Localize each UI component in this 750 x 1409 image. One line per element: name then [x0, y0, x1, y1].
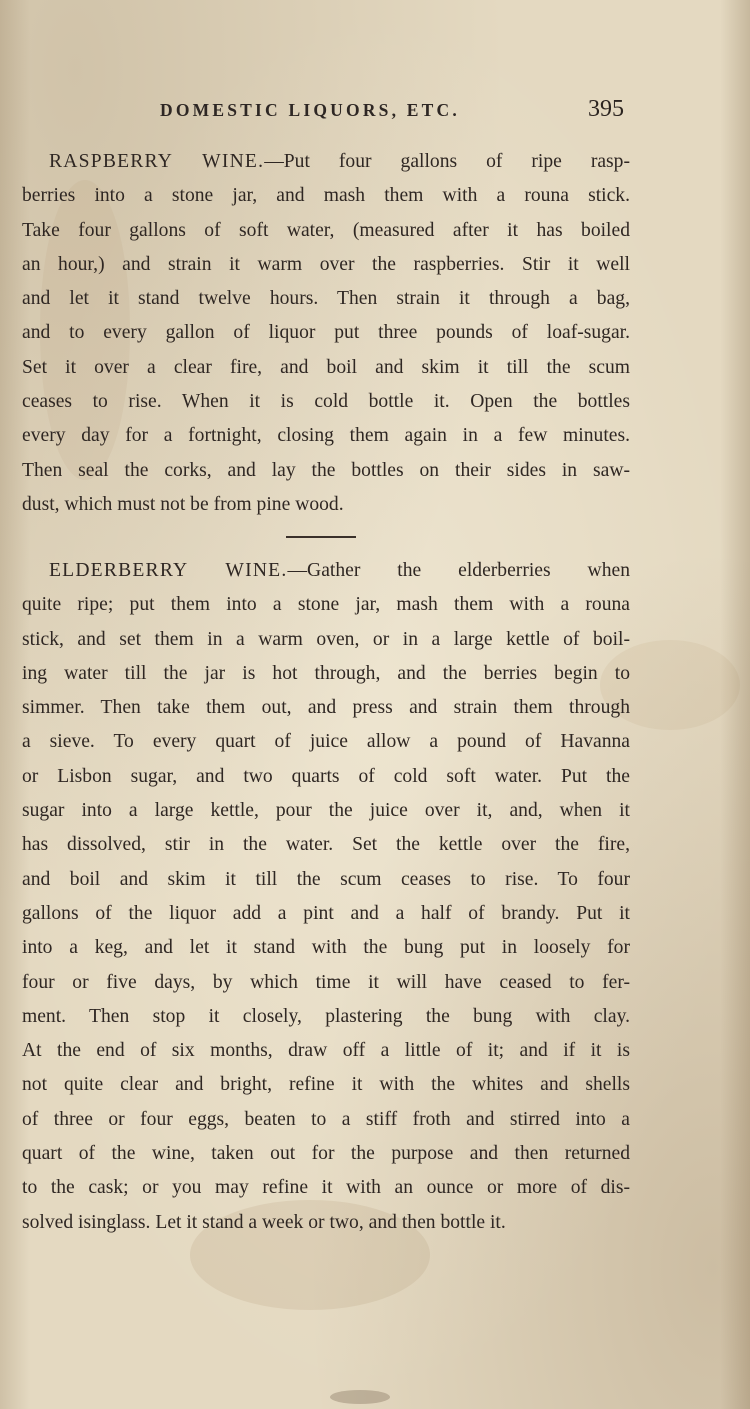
recipe-line: four or five days, by which time it will have ceased to fer-	[22, 971, 630, 993]
page-number: 395	[588, 96, 624, 122]
recipe-line: into a keg, and let it stand with the bung put in loosely for	[22, 937, 630, 959]
recipe-line: of three or four eggs, beaten to a stiff froth and stirred into a	[22, 1108, 630, 1130]
recipe-line: every day for a fortnight, closing them again in a few minutes.	[22, 425, 630, 447]
recipe-line: RASPBERRY WINE.—Put four gallons of ripe rasp-	[49, 151, 630, 172]
recipe-line: quite ripe; put them into a stone jar, mash them with a rouna	[22, 594, 630, 616]
recipe-line: an hour,) and strain it warm over the raspberries. Stir it well	[22, 253, 630, 275]
recipe-heading: RASPBERRY WINE.	[49, 151, 265, 172]
recipe-line: ceases to rise. When it is cold bottle it. Open the bottles	[22, 391, 630, 413]
recipe-line: and boil and skim it till the scum ceases to rise. To four	[22, 868, 630, 890]
page-stain	[330, 1390, 390, 1404]
recipe-line: gallons of the liquor add a pint and a half of brandy. Put it	[22, 902, 630, 924]
recipe-line: has dissolved, stir in the water. Set the kettle over the fire,	[22, 834, 630, 856]
recipe-line: Set it over a clear fire, and boil and skim it till the scum	[22, 356, 630, 378]
recipe-line: ment. Then stop it closely, plastering the bung with clay.	[22, 1005, 630, 1027]
recipe-line: Take four gallons of soft water, (measured after it has boiled	[22, 219, 630, 241]
recipe-line: and let it stand twelve hours. Then strain it through a bag,	[22, 288, 630, 310]
recipe-line: stick, and set them in a warm oven, or in a large kettle of boil-	[22, 628, 630, 650]
recipe-elderberry-wine	[22, 554, 630, 1240]
recipe-line: a sieve. To every quart of juice allow a pound of Havanna	[22, 731, 630, 753]
recipe-line: simmer. Then take them out, and press and strain them through	[22, 697, 630, 719]
recipe-heading: ELDERBERRY WINE.	[49, 560, 288, 581]
recipe-line: At the end of six months, draw off a little of it; and if it is	[22, 1040, 630, 1062]
recipe-line: sugar into a large kettle, pour the juice over it, and, when it	[22, 800, 630, 822]
recipe-line: solved isinglass. Let it stand a week or two, and then bottle it.	[22, 1211, 506, 1233]
recipe-line: Then seal the corks, and lay the bottles on their sides in saw-	[22, 459, 630, 481]
running-title: DOMESTIC LIQUORS, ETC.	[160, 100, 460, 120]
recipe-line: dust, which must not be from pine wood.	[22, 493, 344, 515]
recipe-line: ing water till the jar is hot through, and the berries begin to	[22, 662, 630, 684]
recipe-line: and to every gallon of liquor put three pounds of loaf-sugar.	[22, 322, 630, 344]
running-head	[0, 96, 750, 130]
recipe-line: berries into a stone jar, and mash them with a rouna stick.	[22, 185, 630, 207]
recipe-line: ELDERBERRY WINE.—Gather the elderberries when	[49, 560, 630, 581]
section-divider	[286, 536, 356, 538]
recipe-line: or Lisbon sugar, and two quarts of cold soft water. Put the	[22, 765, 630, 787]
recipe-line: quart of the wine, taken out for the purpose and then returned	[22, 1143, 630, 1165]
recipe-line: to the cask; or you may refine it with an ounce or more of dis-	[22, 1177, 630, 1199]
recipe-line: not quite clear and bright, refine it with the whites and shells	[22, 1074, 630, 1096]
recipe-raspberry-wine	[22, 145, 630, 522]
